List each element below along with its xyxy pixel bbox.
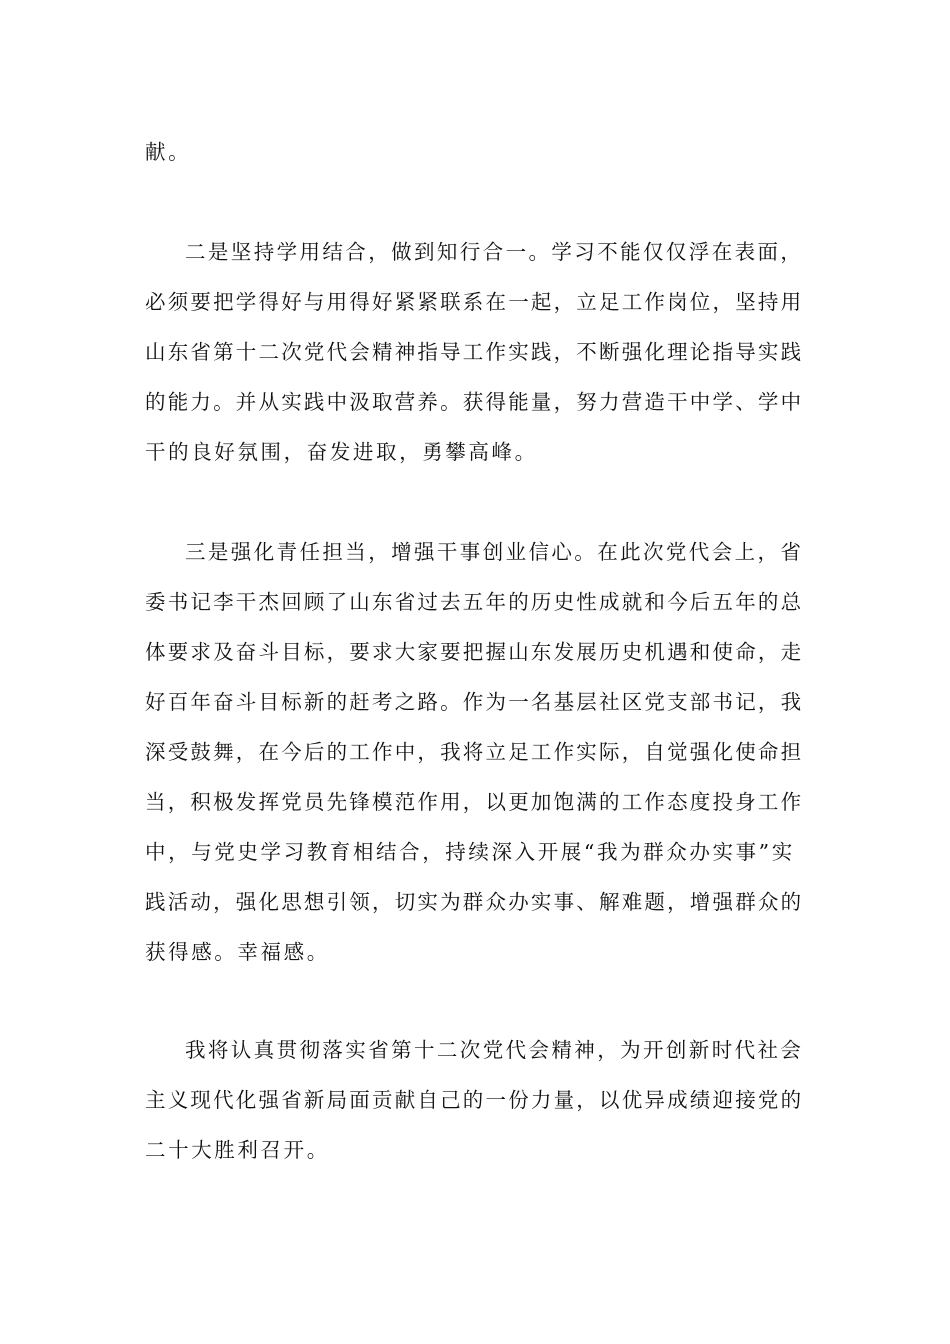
paragraph-1-line-4: 的能力。并从实践中汲取营养。获得能量，努力营造干中学、学中	[145, 390, 804, 414]
paragraph-2-line-5: 深受鼓舞，在今后的工作中，我将立足工作实际，自觉强化使命担	[145, 740, 804, 764]
paragraph-2-line-9: 获得感。幸福感。	[145, 940, 330, 964]
paragraph-2-line-3: 体要求及奋斗目标，要求大家要把握山东发展历史机遇和使命，走	[145, 640, 804, 664]
paragraph-2-line-6: 当，积极发挥党员先锋模范作用，以更加饱满的工作态度投身工作	[145, 790, 804, 814]
paragraph-3-line-1: 我将认真贯彻落实省第十二次党代会精神，为开创新时代社会	[185, 1038, 804, 1062]
paragraph-2-line-8: 践活动，强化思想引领，切实为群众办实事、解难题，增强群众的	[145, 890, 804, 914]
paragraph-2-line-2: 委书记李干杰回顾了山东省过去五年的历史性成就和今后五年的总	[145, 590, 804, 614]
paragraph-1-line-2: 必须要把学得好与用得好紧紧联系在一起，立足工作岗位，坚持用	[145, 290, 804, 314]
paragraph-2-line-7: 中，与党史学习教育相结合，持续深入开展“我为群众办实事”实	[145, 840, 795, 864]
paragraph-3-line-3: 二十大胜利召开。	[145, 1138, 330, 1162]
paragraph-1-line-5: 干的良好氛围，奋发进取，勇攀高峰。	[145, 440, 538, 464]
paragraph-2-line-1: 三是强化青任担当，增强干事创业信心。在此次党代会上，省	[185, 540, 804, 564]
paragraph-3-line-2: 主义现代化强省新局面贡献自己的一份力量，以优异成绩迎接党的	[145, 1088, 804, 1112]
paragraph-2-line-4: 好百年奋斗目标新的赶考之路。作为一名基层社区党支部书记，我	[145, 690, 804, 714]
paragraph-1-line-1: 二是坚持学用结合，做到知行合一。学习不能仅仅浮在表面，	[185, 240, 804, 264]
paragraph-1-line-3: 山东省第十二次党代会精神指导工作实践，不断强化理论指导实践	[145, 340, 804, 364]
paragraph-0-line-1: 献。	[145, 140, 192, 164]
